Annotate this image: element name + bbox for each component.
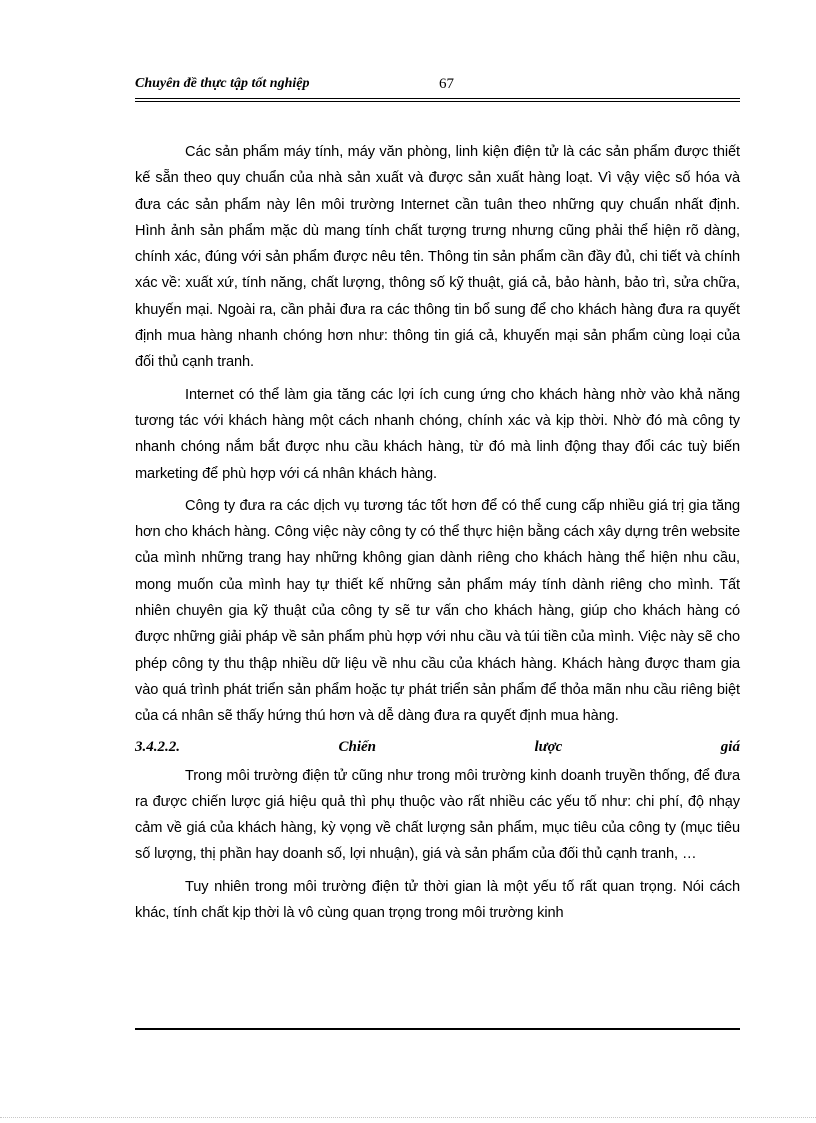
section-word-2: lược xyxy=(534,738,563,755)
section-word-3: giá xyxy=(720,738,740,755)
page-edge-dotted-line xyxy=(0,1117,816,1118)
paragraph-pricing: Trong môi trường điện tử cũng như trong môi trường kinh doanh truyền thống, để đưa ra được chiến lược giá hiệu quả thì phụ thuộc vào rất nhiều các yếu tố như: chi phí, độ nhạy cảm về giá của khách hàng, kỳ vọng về chất lượng sản phẩm, mục tiêu của công ty (mục tiêu số lượng, thị phần hay doanh số, lợi nhuận), giá và sản phẩm của đối thủ cạnh tranh, … xyxy=(135,767,740,863)
section-heading xyxy=(135,734,740,760)
paragraph-products: Các sản phẩm máy tính, máy văn phòng, linh kiện điện tử là các sản phẩm được thiết kế sẵn theo quy chuẩn của nhà sản xuất và được sản xuất hàng loạt. Vì vậy việc số hóa và đưa các sản phẩm này lên môi trường Internet cần tuân theo những quy chuẩn nhất định. Hình ảnh sản phẩm mặc dù mang tính chất tượng trưng nhưng cũng phải thể hiện rõ dàng, chính xác, đúng với sản phẩm được nêu tên. Thông tin sản phẩm cần đầy đủ, chi tiết và chính xác về: xuất xứ, tính năng, chất lượng, thông số kỹ thuật, giá cả, bảo hành, bảo trì, sửa chữa, khuyến mại. Ngoài ra, cần phải đưa ra các thông tin bổ sung để cho khách hàng đưa ra quyết định mua hàng nhanh chóng hơn như: thông tin giá cả, khuyến mại sản phẩm cùng loại của đối thủ cạnh tranh. xyxy=(135,144,740,371)
section-number: 3.4.2.2. xyxy=(135,738,180,755)
paragraph-services: Công ty đưa ra các dịch vụ tương tác tốt hơn để có thể cung cấp nhiều giá trị gia tăng hơn cho khách hàng. Công việc này công ty có thể thực hiện bằng cách xây dựng trên website của mình những trang hay những không gian dành riêng cho khách hàng thể hiện nhu cầu, mong muốn của mình hay tự thiết kế những sản phẩm máy tính dành riêng cho mình. Tất nhiên chuyên gia kỹ thuật của công ty sẽ tư vấn cho khách hàng, giúp cho khách hàng có được những giải pháp về sản phẩm phù hợp với nhu cầu và túi tiền của mình. Việc này sẽ cho phép công ty thu thập nhiều dữ liệu về nhu cầu của khách hàng. Khách hàng được tham gia vào quá trình phát triển sản phẩm hoặc tự phát triển sản phẩm để thỏa mãn nhu cầu riêng biệt của cá nhân sẽ thấy hứng thú hơn và dễ dàng đưa ra quyết định mua hàng. xyxy=(135,497,740,725)
page-header xyxy=(135,76,740,98)
section-word-1: Chiến xyxy=(338,738,376,755)
header-rule-thin xyxy=(135,98,740,99)
header-title: Chuyên đề thực tập tốt nghiệp xyxy=(135,76,310,91)
page-number: 67 xyxy=(439,76,454,92)
footer-rule xyxy=(135,1028,740,1030)
header-rule-thin-2 xyxy=(135,101,740,102)
paragraph-internet: Internet có thể làm gia tăng các lợi ích cung ứng cho khách hàng nhờ vào khả năng tương tác với khách hàng một cách nhanh chóng, chính xác và kịp thời. Nhờ đó mà công ty nhanh chóng nắm bắt được nhu cầu khách hàng, từ đó mà linh động thay đổi các tuỳ biến marketing để phù hợp với cá nhân khách hàng. xyxy=(135,386,740,482)
body-text xyxy=(135,139,740,932)
paragraph-time: Tuy nhiên trong môi trường điện tử thời gian là một yếu tố rất quan trọng. Nói cách khác, tính chất kịp thời là vô cùng quan trọng trong môi trường kinh xyxy=(135,878,740,922)
